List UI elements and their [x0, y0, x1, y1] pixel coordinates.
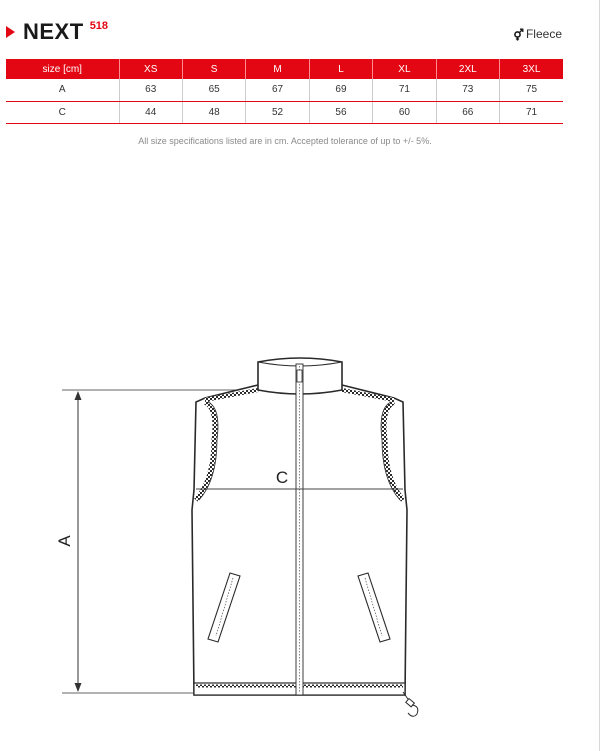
- fabric-label: [513, 27, 562, 41]
- size-header-cell: L: [309, 59, 372, 79]
- table-cell: 69: [309, 79, 372, 101]
- brand-name: NEXT: [23, 19, 84, 44]
- table-cell: 48: [182, 101, 245, 123]
- table-cell: 67: [246, 79, 309, 101]
- size-header-cell: 2XL: [436, 59, 499, 79]
- size-note: All size specifications listed are in cm. Accepted tolerance of up to +/- 5%.: [138, 136, 432, 146]
- product-code: 518: [89, 20, 109, 32]
- vest-body: [192, 358, 418, 716]
- size-header-cell: XS: [119, 59, 182, 79]
- table-cell: 44: [119, 101, 182, 123]
- table-cell: 66: [436, 101, 499, 123]
- label-a: A: [55, 535, 74, 547]
- size-header-cell: size [cm]: [6, 59, 119, 79]
- unisex-icon: [513, 28, 524, 41]
- table-cell: 56: [309, 101, 372, 123]
- size-table: [6, 59, 563, 124]
- drawcord-toggle: [403, 692, 418, 716]
- table-cell: 71: [373, 79, 436, 101]
- size-header-row: [6, 59, 563, 79]
- label-c: C: [275, 468, 289, 487]
- fabric-name: Fleece: [525, 27, 562, 41]
- size-header-cell: 3XL: [500, 59, 563, 79]
- product-header: [6, 18, 562, 44]
- table-cell: 63: [119, 79, 182, 101]
- table-cell: 60: [373, 101, 436, 123]
- table-cell: A: [6, 79, 119, 101]
- brand-block: [6, 18, 108, 46]
- table-cell: 71: [500, 101, 563, 123]
- size-header-cell: S: [182, 59, 245, 79]
- table-cell: 65: [182, 79, 245, 101]
- table-cell: 73: [436, 79, 499, 101]
- table-cell: C: [6, 101, 119, 123]
- size-header-cell: M: [246, 59, 309, 79]
- vest-diagram: [0, 340, 600, 751]
- table-cell: 75: [500, 79, 563, 101]
- arrow-right-icon: [6, 26, 15, 38]
- size-header-cell: XL: [373, 59, 436, 79]
- table-cell: 52: [246, 101, 309, 123]
- table-row: [6, 101, 563, 123]
- table-row: [6, 79, 563, 101]
